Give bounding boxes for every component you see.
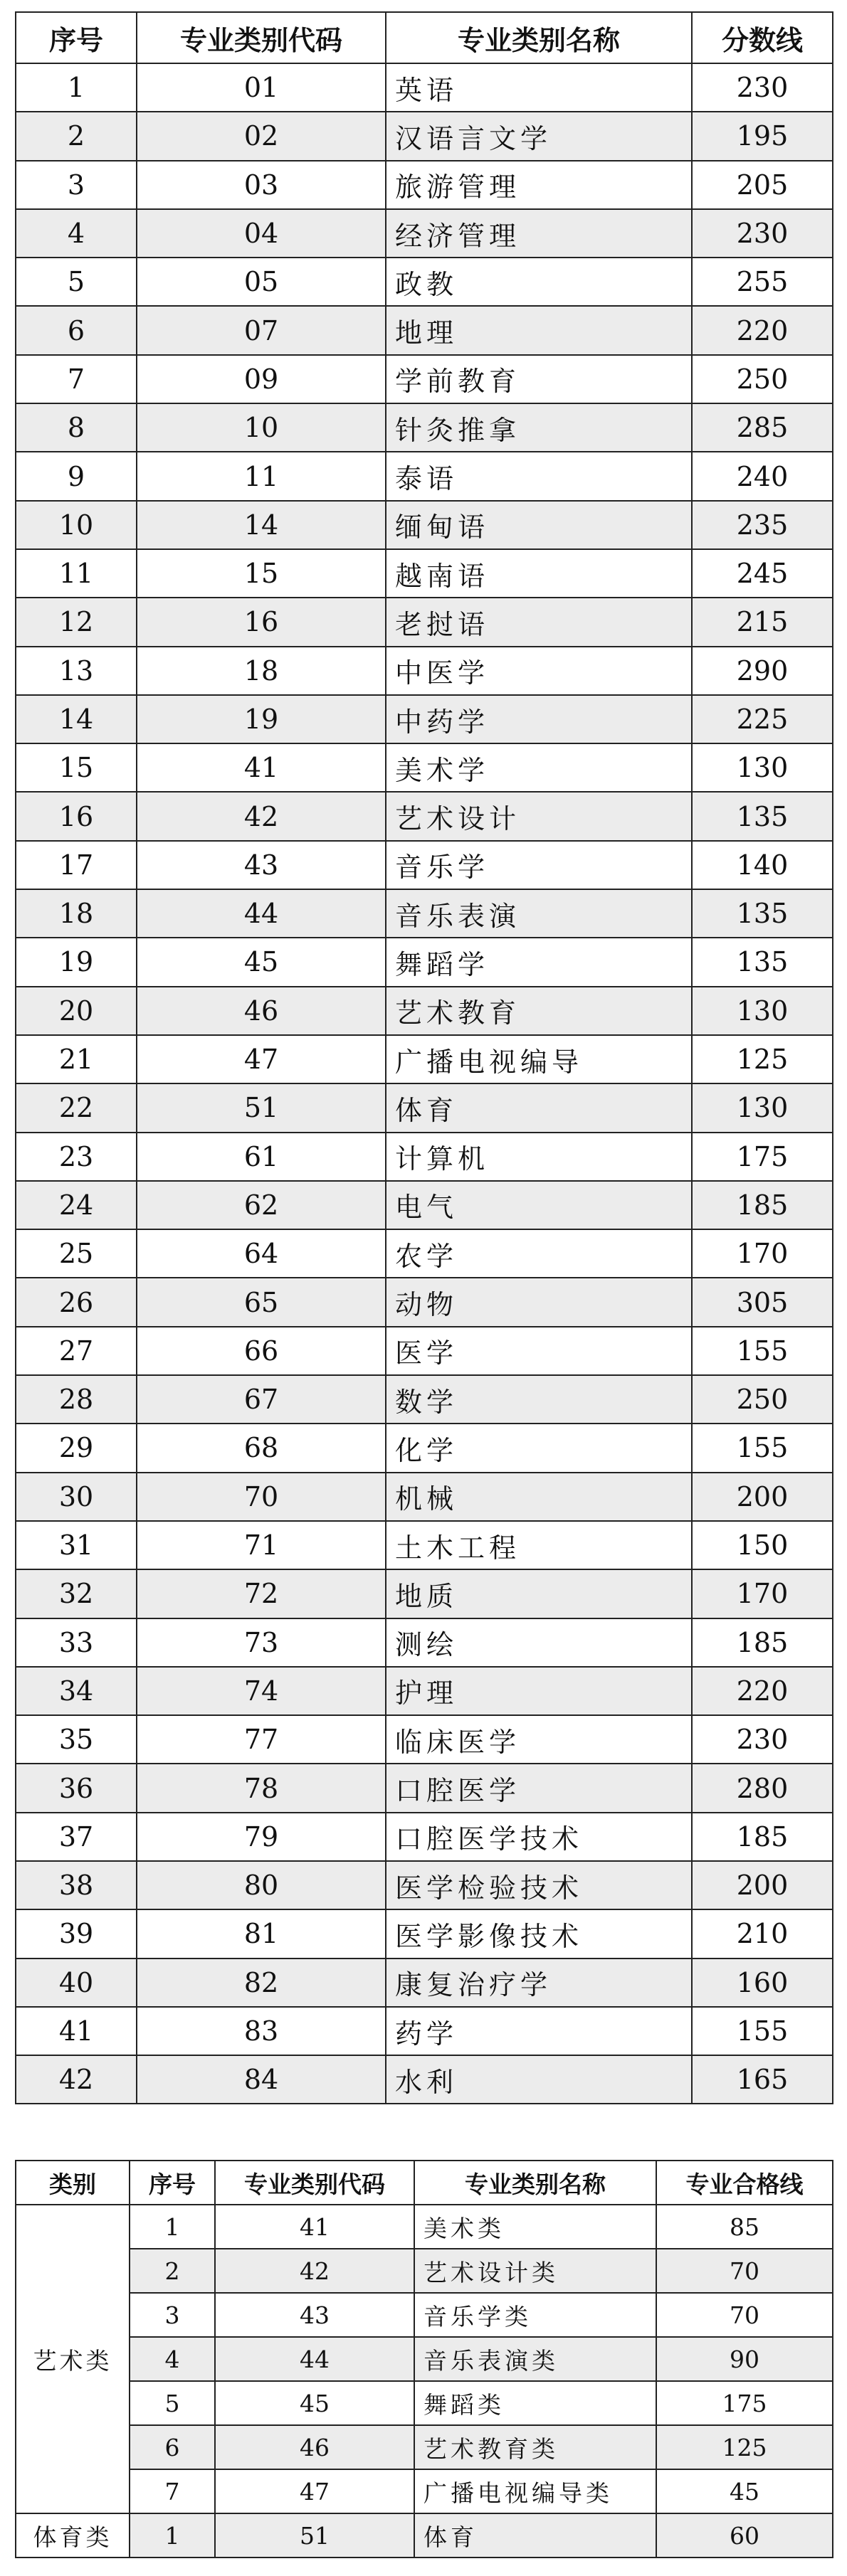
cell-name: 地质	[386, 1569, 692, 1618]
cell-code: 77	[137, 1715, 386, 1764]
cell-name: 艺术教育	[386, 987, 692, 1035]
cell-index: 11	[16, 549, 137, 598]
cell-score: 130	[692, 987, 833, 1035]
cell-index: 1	[130, 2513, 215, 2558]
cell-name: 计算机	[386, 1133, 692, 1181]
cell-score: 230	[692, 209, 833, 258]
table-row	[16, 1618, 833, 1667]
cell-category: 体育类	[16, 2513, 130, 2558]
cell-code: 46	[137, 987, 386, 1035]
cell-score: 185	[692, 1813, 833, 1861]
cell-name: 护理	[386, 1667, 692, 1715]
cell-code: 45	[215, 2381, 414, 2425]
cell-index: 14	[16, 695, 137, 743]
cell-code: 81	[137, 1909, 386, 1958]
cell-index: 1	[130, 2205, 215, 2249]
cell-index: 25	[16, 1229, 137, 1278]
cell-name: 中药学	[386, 695, 692, 743]
cell-code: 72	[137, 1569, 386, 1618]
cell-name: 临床医学	[386, 1715, 692, 1764]
cell-name: 艺术设计	[386, 792, 692, 840]
qualification-table	[15, 2160, 833, 2558]
cell-score: 255	[692, 258, 833, 306]
cell-index: 27	[16, 1327, 137, 1375]
cell-name: 音乐学	[386, 841, 692, 889]
cell-score: 195	[692, 112, 833, 160]
cell-score: 220	[692, 1667, 833, 1715]
table-row	[16, 2249, 833, 2293]
cell-code: 03	[137, 161, 386, 209]
table-row	[16, 1861, 833, 1909]
header-name: 专业类别名称	[386, 12, 692, 63]
cell-index: 26	[16, 1278, 137, 1326]
cell-code: 66	[137, 1327, 386, 1375]
table-row	[16, 2469, 833, 2513]
table-row	[16, 258, 833, 306]
cell-score: 280	[692, 1764, 833, 1812]
cell-score: 230	[692, 63, 833, 112]
cell-code: 44	[137, 889, 386, 938]
table-row	[16, 743, 833, 792]
cell-code: 67	[137, 1375, 386, 1424]
header-code: 专业类别代码	[137, 12, 386, 63]
cell-index: 32	[16, 1569, 137, 1618]
cell-score: 155	[692, 1327, 833, 1375]
cell-name: 音乐表演类	[414, 2337, 656, 2381]
cell-index: 39	[16, 1909, 137, 1958]
cell-code: 02	[137, 112, 386, 160]
cell-code: 68	[137, 1424, 386, 1472]
cell-index: 37	[16, 1813, 137, 1861]
cell-score: 225	[692, 695, 833, 743]
cell-code: 65	[137, 1278, 386, 1326]
cell-pass-line: 85	[656, 2205, 833, 2249]
cell-score: 290	[692, 647, 833, 695]
cell-score: 175	[692, 1133, 833, 1181]
cell-pass-line: 45	[656, 2469, 833, 2513]
table-row	[16, 501, 833, 549]
cell-score: 130	[692, 1083, 833, 1132]
table-row	[16, 2381, 833, 2425]
table-row	[16, 889, 833, 938]
table-row	[16, 938, 833, 986]
cell-code: 11	[137, 452, 386, 500]
cell-name: 体育	[386, 1083, 692, 1132]
table-row	[16, 1764, 833, 1812]
cell-name: 化学	[386, 1424, 692, 1472]
cell-name: 舞蹈类	[414, 2381, 656, 2425]
table-row	[16, 549, 833, 598]
table-row	[16, 1083, 833, 1132]
cell-code: 41	[215, 2205, 414, 2249]
table-row	[16, 1473, 833, 1521]
cell-index: 24	[16, 1181, 137, 1229]
table-row	[16, 1375, 833, 1424]
cell-code: 73	[137, 1618, 386, 1667]
table-row	[16, 2205, 833, 2249]
cell-index: 36	[16, 1764, 137, 1812]
cell-score: 135	[692, 792, 833, 840]
cell-score: 135	[692, 938, 833, 986]
cell-name: 学前教育	[386, 355, 692, 403]
table-row	[16, 112, 833, 160]
cell-name: 汉语言文学	[386, 112, 692, 160]
header-index: 序号	[130, 2161, 215, 2205]
cell-name: 数学	[386, 1375, 692, 1424]
cell-index: 13	[16, 647, 137, 695]
cell-score: 150	[692, 1521, 833, 1569]
cell-index: 4	[16, 209, 137, 258]
cell-score: 125	[692, 1035, 833, 1083]
cell-name: 广播电视编导	[386, 1035, 692, 1083]
score-table	[15, 11, 833, 2104]
cell-index: 15	[16, 743, 137, 792]
cell-code: 62	[137, 1181, 386, 1229]
cell-name: 体育	[414, 2513, 656, 2558]
cell-index: 30	[16, 1473, 137, 1521]
cell-score: 200	[692, 1861, 833, 1909]
cell-score: 220	[692, 306, 833, 354]
cell-code: 74	[137, 1667, 386, 1715]
cell-score: 210	[692, 1909, 833, 1958]
cell-score: 205	[692, 161, 833, 209]
cell-code: 79	[137, 1813, 386, 1861]
table-row	[16, 2513, 833, 2558]
cell-index: 10	[16, 501, 137, 549]
cell-pass-line: 60	[656, 2513, 833, 2558]
cell-code: 82	[137, 1958, 386, 2007]
table-row	[16, 355, 833, 403]
cell-name: 舞蹈学	[386, 938, 692, 986]
cell-index: 20	[16, 987, 137, 1035]
table-row	[16, 841, 833, 889]
cell-name: 英语	[386, 63, 692, 112]
cell-code: 04	[137, 209, 386, 258]
cell-code: 47	[215, 2469, 414, 2513]
cell-index: 3	[130, 2293, 215, 2337]
header-index: 序号	[16, 12, 137, 63]
cell-code: 51	[137, 1083, 386, 1132]
cell-name: 水利	[386, 2055, 692, 2104]
table-row	[16, 2425, 833, 2469]
cell-score: 185	[692, 1181, 833, 1229]
cell-code: 42	[137, 792, 386, 840]
cell-code: 01	[137, 63, 386, 112]
cell-score: 250	[692, 355, 833, 403]
cell-code: 41	[137, 743, 386, 792]
cell-score: 155	[692, 1424, 833, 1472]
cell-code: 15	[137, 549, 386, 598]
table-row	[16, 306, 833, 354]
cell-score: 170	[692, 1569, 833, 1618]
header-code: 专业类别代码	[215, 2161, 414, 2205]
cell-index: 35	[16, 1715, 137, 1764]
table-row	[16, 2055, 833, 2104]
cell-index: 9	[16, 452, 137, 500]
cell-name: 电气	[386, 1181, 692, 1229]
header-pass-line: 专业合格线	[656, 2161, 833, 2205]
cell-name: 口腔医学	[386, 1764, 692, 1812]
cell-name: 美术类	[414, 2205, 656, 2249]
cell-name: 地理	[386, 306, 692, 354]
table-row	[16, 1521, 833, 1569]
cell-index: 7	[16, 355, 137, 403]
cell-score: 250	[692, 1375, 833, 1424]
table-row	[16, 792, 833, 840]
table-row	[16, 1909, 833, 1958]
cell-code: 80	[137, 1861, 386, 1909]
cell-score: 135	[692, 889, 833, 938]
cell-index: 33	[16, 1618, 137, 1667]
cell-code: 42	[215, 2249, 414, 2293]
cell-code: 51	[215, 2513, 414, 2558]
cell-name: 康复治疗学	[386, 1958, 692, 2007]
cell-index: 16	[16, 792, 137, 840]
cell-name: 经济管理	[386, 209, 692, 258]
cell-index: 4	[130, 2337, 215, 2381]
table-row	[16, 2007, 833, 2055]
cell-name: 缅甸语	[386, 501, 692, 549]
cell-index: 22	[16, 1083, 137, 1132]
cell-name: 旅游管理	[386, 161, 692, 209]
cell-code: 83	[137, 2007, 386, 2055]
cell-index: 5	[130, 2381, 215, 2425]
table-row	[16, 403, 833, 452]
cell-index: 1	[16, 63, 137, 112]
cell-code: 47	[137, 1035, 386, 1083]
cell-name: 医学影像技术	[386, 1909, 692, 1958]
cell-category: 艺术类	[16, 2205, 130, 2513]
table-row	[16, 209, 833, 258]
cell-index: 2	[130, 2249, 215, 2293]
table-row	[16, 1181, 833, 1229]
table-row	[16, 1569, 833, 1618]
cell-code: 44	[215, 2337, 414, 2381]
header-name: 专业类别名称	[414, 2161, 656, 2205]
cell-score: 240	[692, 452, 833, 500]
cell-code: 10	[137, 403, 386, 452]
cell-code: 09	[137, 355, 386, 403]
cell-name: 药学	[386, 2007, 692, 2055]
cell-index: 5	[16, 258, 137, 306]
cell-score: 140	[692, 841, 833, 889]
cell-name: 越南语	[386, 549, 692, 598]
cell-index: 3	[16, 161, 137, 209]
cell-name: 农学	[386, 1229, 692, 1278]
cell-code: 71	[137, 1521, 386, 1569]
cell-score: 235	[692, 501, 833, 549]
cell-index: 6	[16, 306, 137, 354]
table-row	[16, 1424, 833, 1472]
cell-code: 05	[137, 258, 386, 306]
table-row	[16, 987, 833, 1035]
cell-index: 7	[130, 2469, 215, 2513]
cell-index: 31	[16, 1521, 137, 1569]
cell-pass-line: 70	[656, 2293, 833, 2337]
table-row	[16, 1327, 833, 1375]
cell-score: 215	[692, 598, 833, 646]
cell-index: 34	[16, 1667, 137, 1715]
table-row	[16, 1133, 833, 1181]
cell-code: 70	[137, 1473, 386, 1521]
table-row	[16, 695, 833, 743]
cell-name: 针灸推拿	[386, 403, 692, 452]
cell-index: 17	[16, 841, 137, 889]
cell-index: 8	[16, 403, 137, 452]
table-row	[16, 161, 833, 209]
cell-name: 测绘	[386, 1618, 692, 1667]
cell-index: 12	[16, 598, 137, 646]
table-row	[16, 452, 833, 500]
cell-pass-line: 125	[656, 2425, 833, 2469]
cell-code: 16	[137, 598, 386, 646]
cell-code: 19	[137, 695, 386, 743]
cell-index: 2	[16, 112, 137, 160]
cell-name: 动物	[386, 1278, 692, 1326]
header-category: 类别	[16, 2161, 130, 2205]
cell-name: 医学检验技术	[386, 1861, 692, 1909]
cell-score: 305	[692, 1278, 833, 1326]
cell-code: 43	[137, 841, 386, 889]
cell-name: 泰语	[386, 452, 692, 500]
cell-index: 41	[16, 2007, 137, 2055]
cell-index: 23	[16, 1133, 137, 1181]
cell-pass-line: 70	[656, 2249, 833, 2293]
cell-name: 机械	[386, 1473, 692, 1521]
cell-code: 78	[137, 1764, 386, 1812]
cell-index: 28	[16, 1375, 137, 1424]
table-row	[16, 1035, 833, 1083]
cell-name: 土木工程	[386, 1521, 692, 1569]
cell-name: 老挝语	[386, 598, 692, 646]
table-row	[16, 1715, 833, 1764]
table-row	[16, 647, 833, 695]
header-score: 分数线	[692, 12, 833, 63]
table-row	[16, 1667, 833, 1715]
table-row	[16, 1278, 833, 1326]
cell-code: 14	[137, 501, 386, 549]
table-row	[16, 2293, 833, 2337]
cell-name: 音乐表演	[386, 889, 692, 938]
cell-code: 84	[137, 2055, 386, 2104]
cell-code: 46	[215, 2425, 414, 2469]
table-row	[16, 1229, 833, 1278]
cell-name: 医学	[386, 1327, 692, 1375]
cell-code: 18	[137, 647, 386, 695]
table-row	[16, 1958, 833, 2007]
table-row	[16, 1813, 833, 1861]
table-row	[16, 63, 833, 112]
cell-index: 38	[16, 1861, 137, 1909]
cell-score: 230	[692, 1715, 833, 1764]
qualification-table-header-row	[16, 2161, 833, 2205]
cell-name: 广播电视编导类	[414, 2469, 656, 2513]
cell-score: 245	[692, 549, 833, 598]
cell-index: 6	[130, 2425, 215, 2469]
cell-code: 43	[215, 2293, 414, 2337]
cell-code: 61	[137, 1133, 386, 1181]
cell-score: 170	[692, 1229, 833, 1278]
cell-index: 40	[16, 1958, 137, 2007]
cell-index: 42	[16, 2055, 137, 2104]
cell-score: 130	[692, 743, 833, 792]
cell-name: 口腔医学技术	[386, 1813, 692, 1861]
cell-name: 政教	[386, 258, 692, 306]
cell-score: 160	[692, 1958, 833, 2007]
cell-name: 中医学	[386, 647, 692, 695]
cell-score: 155	[692, 2007, 833, 2055]
cell-index: 19	[16, 938, 137, 986]
cell-index: 29	[16, 1424, 137, 1472]
cell-score: 200	[692, 1473, 833, 1521]
cell-name: 音乐学类	[414, 2293, 656, 2337]
table-row	[16, 2337, 833, 2381]
cell-score: 285	[692, 403, 833, 452]
cell-pass-line: 175	[656, 2381, 833, 2425]
cell-name: 艺术设计类	[414, 2249, 656, 2293]
cell-index: 21	[16, 1035, 137, 1083]
cell-code: 64	[137, 1229, 386, 1278]
table-row	[16, 598, 833, 646]
cell-name: 艺术教育类	[414, 2425, 656, 2469]
cell-index: 18	[16, 889, 137, 938]
cell-score: 165	[692, 2055, 833, 2104]
cell-pass-line: 90	[656, 2337, 833, 2381]
score-table-header-row	[16, 12, 833, 63]
cell-score: 185	[692, 1618, 833, 1667]
cell-code: 07	[137, 306, 386, 354]
cell-name: 美术学	[386, 743, 692, 792]
cell-code: 45	[137, 938, 386, 986]
